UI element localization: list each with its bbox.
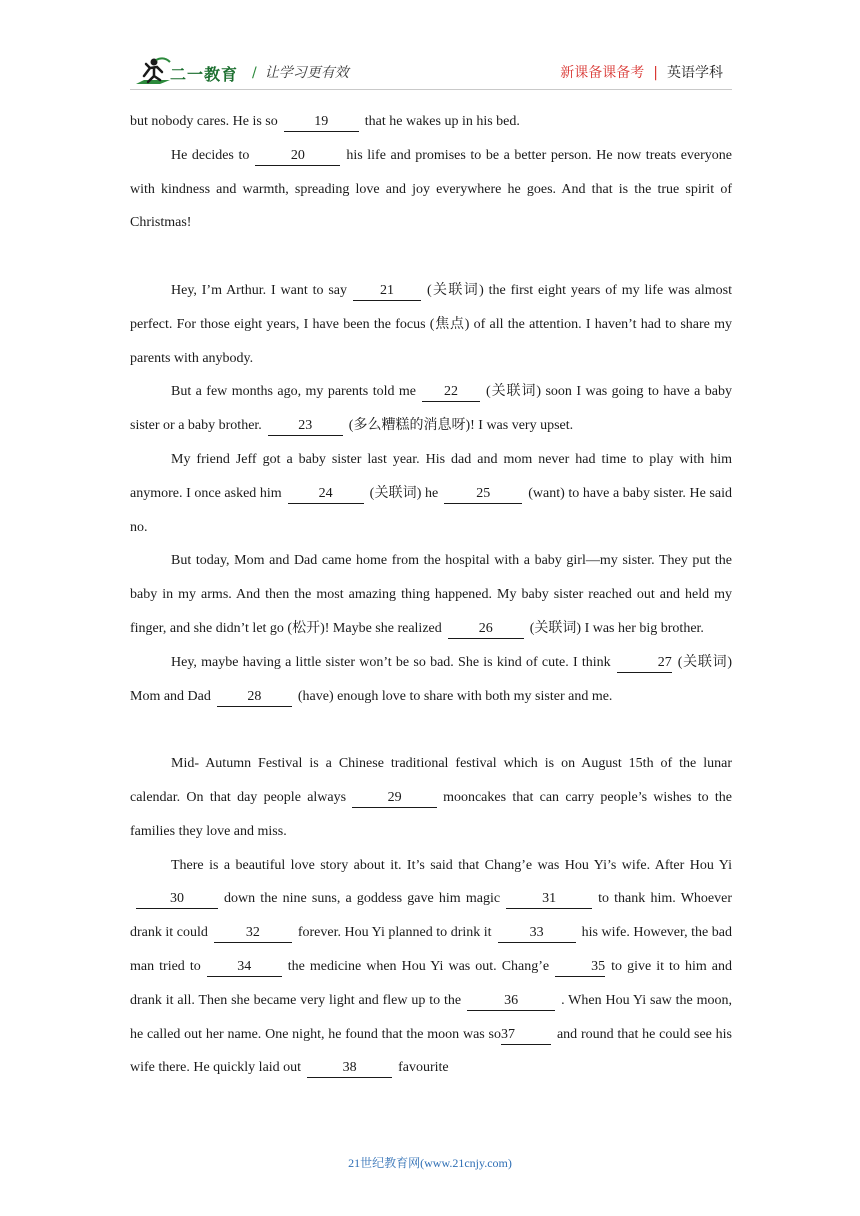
blank-24[interactable]: 24 (288, 485, 364, 504)
blank-26[interactable]: 26 (448, 620, 524, 639)
blank-37[interactable]: 37 (501, 1026, 551, 1045)
paragraph-text: (关联词) soon I was going to have a baby sister or a baby brother. (130, 384, 733, 434)
blank-25[interactable]: 25 (444, 485, 522, 504)
paragraph-text: Mid- Autumn Festival is a Chinese traditional festival which is on August 15th of the lunar calendar. On that day people always (130, 756, 732, 805)
paragraph-text: mooncakes that can carry people’s wishes to the families they love and miss. (130, 789, 732, 839)
paragraph-text: his life and promises to be a better person. He now treats everyone with kindness and warmth, spreading love and joy everywhere he goes. And that is the true spirit of Christmas! (130, 147, 732, 231)
blank-22[interactable]: 22 (422, 383, 480, 402)
subject-left: 新课备课备考 (560, 65, 645, 81)
blank-27[interactable]: 27 (617, 654, 672, 673)
slogan (252, 62, 349, 82)
paragraph-text: to give it to him and drank it all. Then she became very light and flew up to the (130, 958, 733, 1008)
paragraph-text: (关联词) he (369, 485, 439, 501)
subject-right: 英语学科 (667, 65, 723, 81)
paragraph (130, 139, 732, 240)
blank-33[interactable]: 33 (498, 924, 576, 943)
paragraph (130, 544, 732, 645)
paragraph (130, 105, 732, 139)
paragraph-text: But today, Mom and Dad came home from the hospital with a baby girl—my sister. They put the baby in my arms. And then the most amazing thing happened. My baby sister reached out and held my finger, and she didn’t let go (松开)! Maybe she realized (130, 553, 732, 636)
passage-3 (130, 747, 732, 1085)
blank-29[interactable]: 29 (352, 789, 437, 808)
blank-21[interactable]: 21 (353, 282, 421, 301)
blank-34[interactable]: 34 (207, 958, 282, 977)
paragraph (130, 274, 732, 375)
paragraph-text: (have) enough love to share with both my sister and me. (297, 688, 613, 704)
paragraph-text: forever. Hou Yi planned to drink it (297, 925, 492, 941)
passage-gap (130, 240, 732, 274)
paragraph-text: the medicine when Hou Yi was out. Chang’e (287, 958, 550, 974)
blank-23[interactable]: 23 (268, 417, 343, 436)
header-divider (130, 89, 732, 90)
passage-gap (130, 713, 732, 747)
blank-35[interactable]: 35 (555, 958, 605, 977)
blank-20[interactable]: 20 (255, 147, 340, 166)
paragraph-text: his wife. However, the bad man tried to (130, 925, 733, 974)
paragraph-text: that he wakes up in his bed. (364, 114, 520, 129)
paragraph-text: (关联词) I was her big brother. (529, 620, 704, 636)
blank-19[interactable]: 19 (284, 113, 359, 132)
paragraph-text: Hey, I’m Arthur. I want to say (171, 282, 347, 298)
paragraph-text: but nobody cares. He is so (130, 114, 278, 129)
paragraph-text: My friend Jeff got a baby sister last year. His dad and mom never had time to play with him anymore. I once asked him (130, 451, 732, 501)
paragraph-text: to thank him. Whoever drank it could (130, 891, 733, 941)
paragraph-text: (关联词) Mom and Dad (130, 654, 733, 704)
paragraph-text: There is a beautiful love story about it. It’s said that Chang’e was Hou Yi’s wife. After Hou Yi (171, 857, 732, 873)
logo-text: 二一教育 (170, 65, 239, 84)
subject-label (560, 62, 723, 82)
page-footer: 21世纪教育网(www.21cnjy.com) (348, 1156, 512, 1170)
paragraph-text: He decides to (171, 147, 250, 163)
paragraph-text: and round that he could see his wife there. He quickly laid out (130, 1026, 733, 1076)
document-body (130, 105, 732, 1085)
blank-30[interactable]: 30 (136, 890, 218, 909)
blank-32[interactable]: 32 (214, 924, 292, 943)
paragraph (130, 375, 732, 443)
paragraph-text: (want) to have a baby sister. He said no. (130, 485, 732, 535)
paragraph-text: down the nine suns, a goddess gave him magic (224, 891, 501, 907)
slash-mark: / (252, 65, 257, 81)
paragraph (130, 646, 732, 714)
blank-31[interactable]: 31 (506, 890, 592, 909)
passage-2 (130, 274, 732, 713)
paragraph-text: But a few months ago, my parents told me (171, 384, 417, 400)
slogan-text: 让学习更有效 (264, 65, 349, 81)
paragraph (130, 443, 732, 544)
blank-36[interactable]: 36 (467, 992, 555, 1011)
paragraph (130, 849, 732, 1086)
paragraph-text: (关联词) the first eight years of my life was almost perfect. For those eight years, I have been the focus (焦点) of all the attention. I haven’t had to share my parents with anybody. (130, 282, 732, 366)
subject-separator: | (653, 65, 658, 81)
paragraph-text: favourite (398, 1060, 449, 1076)
paragraph-text: (多么糟糕的消息呀)! I was very upset. (348, 418, 574, 434)
passage-1 (130, 105, 732, 240)
paragraph-text: . When Hou Yi saw the moon, he called out her name. One night, he found that the moon was so (130, 992, 732, 1042)
blank-28[interactable]: 28 (217, 688, 292, 707)
paragraph (130, 747, 732, 848)
page-header (0, 0, 860, 100)
blank-38[interactable]: 38 (307, 1059, 392, 1078)
paragraph-text: Hey, maybe having a little sister won’t be so bad. She is kind of cute. I think (171, 654, 611, 670)
